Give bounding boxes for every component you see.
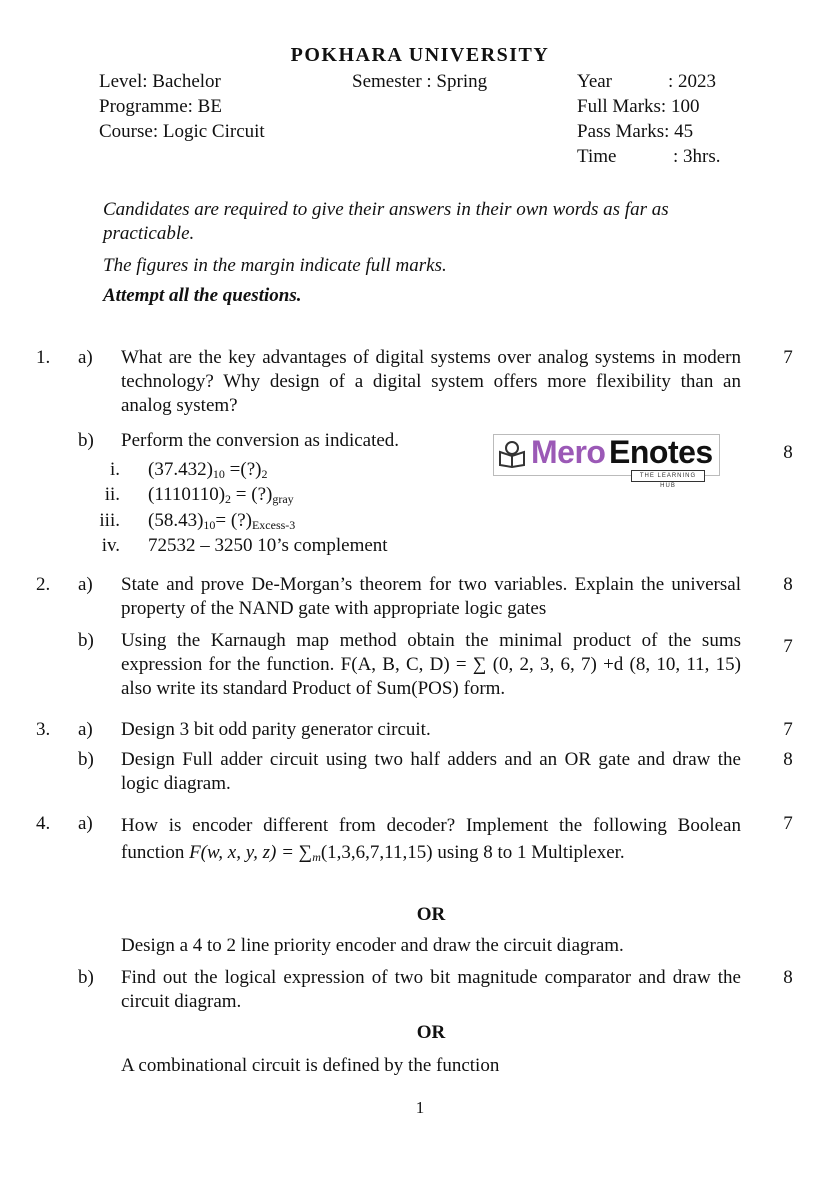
question-number-4: 4. [36,813,51,834]
time-label: Time [577,146,617,167]
q2-part-b-marks: 7 [783,636,793,657]
year-value: : 2023 [668,71,717,92]
or-separator-2: OR [416,1022,446,1043]
page-number: 1 [415,1098,425,1117]
q2-part-a-marks: 8 [783,574,793,595]
q2-part-a-label: a) [78,574,93,595]
conversion-label-iv: iv. [101,535,120,556]
level: Level: Bachelor [99,71,221,92]
q4-part-b-alternative: A combinational circuit is defined by the function [121,1055,500,1076]
q4-part-a-alternative: Design a 4 to 2 line priority encoder and draw the circuit diagram. [121,935,624,956]
q4-part-a-text: How is encoder different from decoder? Implement the following Boolean function F(w, x, y, $z) = \sum_m(1,3,6,7,11,15)$ using 8 to 1 Multiplexer. [121,815,741,864]
programme: Programme: BE [99,96,222,117]
conversion-label-iii: iii. [99,510,120,531]
q3-part-a-label: a) [78,719,93,740]
time-value: : 3hrs. [673,146,721,167]
conversion-item-i: $(37.432)_{10}$ $=(?)_2$ [148,459,268,481]
conversion-label-ii: ii. [104,484,120,505]
q3-part-b-marks: 8 [783,749,793,770]
q4-part-b-label: b) [78,967,94,988]
logo-brand-mero: Mero [531,434,606,470]
pass-marks: Pass Marks: 45 [577,121,694,142]
q3-part-b-label: b) [78,749,94,770]
conversion-item-iv: 72532 – 3250 10’s complement [148,535,388,556]
q4-part-a-label: a) [78,813,93,834]
q1-part-a-label: a) [78,347,93,368]
instruction-own-words: Candidates are required to give their answers in their own words as far as practicable. [103,199,669,244]
q1-part-b-text: Perform the conversion as indicated. [121,430,400,451]
q1-part-b-label: b) [78,430,94,451]
q2-part-b-text: Using the Karnaugh map method obtain the minimal product of the sums expression for the function. F(A, B, C, D) = ∑ (0, 2, 3, 6, 7) +d (8, 10, 11, 15) also write its standard Product of Sum(POS) form. [121,630,741,699]
university-title: POKHARA UNIVERSITY [290,44,550,66]
q4-part-b-text: Find out the logical expression of two bit magnitude comparator and draw the circuit diagram. [121,967,741,1012]
logo-brand-enotes: Enotes [609,434,713,470]
course: Course: Logic Circuit [99,121,265,142]
question-number-2: 2. [36,574,51,595]
or-separator-1: OR [416,904,446,925]
q1-part-a-marks: 7 [783,347,793,368]
q3-part-a-text: Design 3 bit odd parity generator circuit. [121,719,431,740]
q2-part-a-text: State and prove De-Morgan’s theorem for two variables. Explain the universal property of the NAND gate with appropriate logic gates [121,574,741,619]
q2-part-b-label: b) [78,630,94,651]
q4-part-b-marks: 8 [783,967,793,988]
book-reader-icon [497,438,527,468]
q3-part-b-text: Design Full adder circuit using two half adders and an OR gate and draw the logic diagram. [121,749,741,794]
merotenotes-watermark-logo [493,432,723,489]
q3-part-a-marks: 7 [783,719,793,740]
full-marks: Full Marks: 100 [577,96,700,117]
logo-tagline: THE LEARNING HUB [631,470,705,482]
boolean-function-formula: F(w, x, y, $z) = \sum_m$ [189,842,321,864]
instruction-attempt-all: Attempt all the questions. [103,285,302,306]
question-number-3: 3. [36,719,51,740]
question-number-1: 1. [36,347,51,368]
conversion-label-i: i. [109,459,120,480]
year-label: Year [577,71,613,92]
semester: Semester : Spring [352,71,488,92]
conversion-item-iii: $(58.43)_{10}=$ $(?)_{Excess-3}$ [148,510,296,532]
q1-part-b-marks: 8 [783,442,793,463]
q4-part-a-marks: 7 [783,813,793,834]
instruction-marks: The figures in the margin indicate full marks. [103,255,447,276]
conversion-item-ii: $(1110110)_2$ = $(?)_{gray}$ [148,484,294,506]
q1-part-a-text: What are the key advantages of digital systems over analog systems in modern technology? Why design of a digital system offers more flexibility than an analog system? [121,347,741,416]
